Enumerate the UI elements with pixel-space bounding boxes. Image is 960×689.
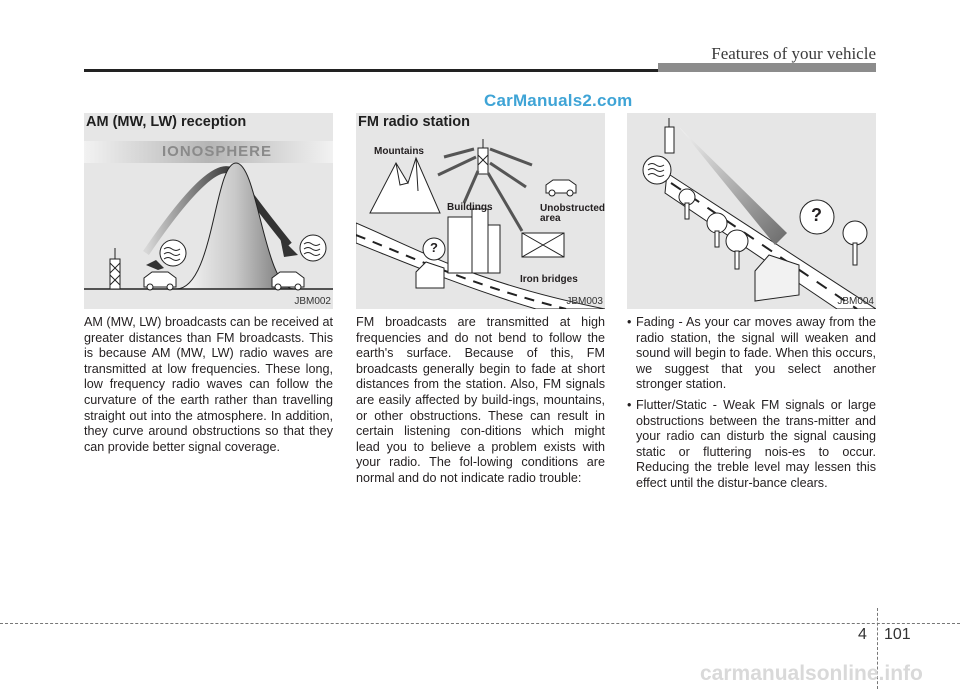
bullet-symbol: • — [627, 315, 632, 329]
list-item — [627, 398, 876, 492]
am-reception-figure — [84, 113, 333, 309]
fm-paragraph: FM broadcasts are transmitted at high frequencies and do not bend to follow the earth's surface. Because of this, FM broadcasts generally begin to fade at short distances from the station. Also, FM signals are easily affected by build-ings, mountains, or other obstructions. These can result in certain listening con-ditions which might lead you to believe a problem exists with your radio. The fol-lowing conditions are normal and do not indicate radio trouble: — [356, 315, 605, 485]
section-header-title: Features of your vehicle — [711, 44, 876, 63]
list-item — [627, 315, 876, 393]
am-paragraph: AM (MW, LW) broadcasts can be received at greater distances than FM broadcasts. This is because AM (MW, LW) radio waves are transmitted at low frequencies. These long, low frequency radio waves can follow the curvature of the earth rather than travelling straight out into the atmosphere. In addition, they curve around obstructions so that they can provide better signal coverage. — [84, 315, 333, 454]
watermark-top: CarManuals2.com — [484, 91, 633, 110]
figure-code: JBM002 — [294, 296, 331, 307]
unobstructed-label-line1: Unobstructed — [540, 203, 605, 214]
question-mark: ? — [811, 205, 822, 225]
fm-station-figure — [356, 113, 605, 309]
bullet-symbol: • — [627, 397, 632, 412]
question-mark: ? — [430, 240, 438, 255]
unobstructed-label-line2: area — [540, 213, 561, 224]
figure-code: JBM004 — [837, 296, 874, 307]
header-rule-accent — [658, 63, 876, 72]
unobstructed-area-label — [540, 204, 605, 224]
ionosphere-label: IONOSPHERE — [162, 143, 273, 160]
watermark-bottom: carmanualsonline.info — [700, 662, 923, 685]
fm-station-heading: FM radio station — [358, 114, 470, 130]
iron-bridges-label: Iron bridges — [520, 274, 578, 285]
fading-figure — [627, 113, 876, 309]
footer-dashed-line — [0, 623, 960, 624]
header-rule — [84, 69, 658, 72]
fading-illustration — [627, 113, 876, 309]
mountains-label: Mountains — [374, 146, 424, 157]
buildings-label: Buildings — [447, 202, 493, 213]
fading-bullet-text: Fading - As your car moves away from the radio station, the signal will weaken and sound will begin to fade. When this occurs, we suggest that you select another stronger station. — [636, 315, 876, 392]
conditions-list — [627, 315, 876, 497]
figure-code: JBM003 — [566, 296, 603, 307]
flutter-bullet-text: Flutter/Static - Weak FM signals or large obstructions between the trans-mitter and your radio can disturb the signal causing static or fluttering nois-es to occur. Reducing the treble level may lessen this effect until the distur-bance clears. — [636, 397, 876, 490]
am-reception-heading: AM (MW, LW) reception — [86, 114, 247, 130]
page-number: 101 — [884, 626, 911, 643]
chapter-number: 4 — [858, 626, 867, 643]
